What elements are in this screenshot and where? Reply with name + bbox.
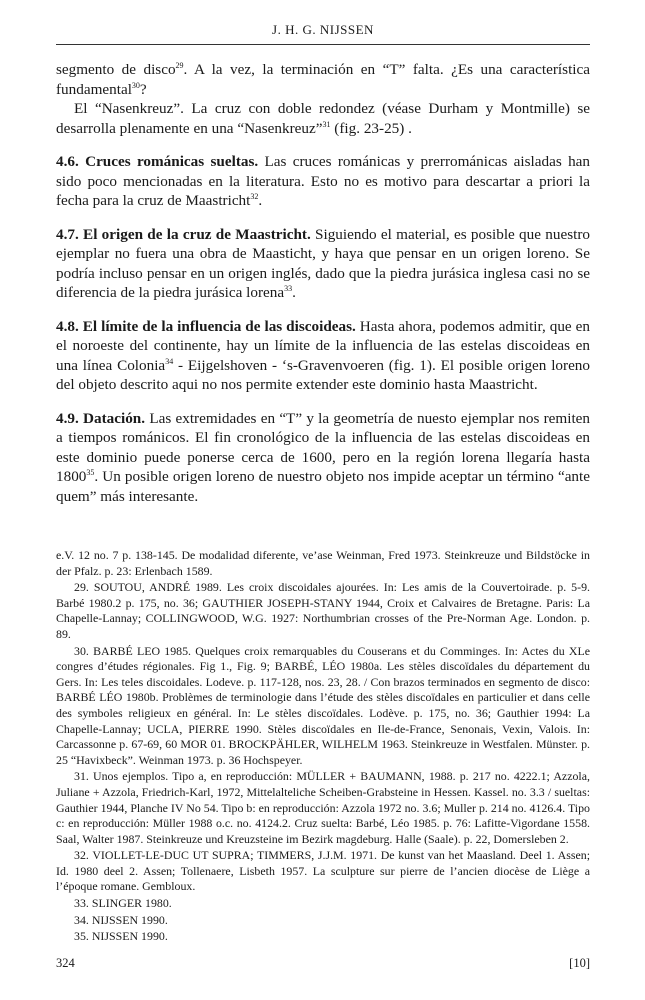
footnote-33: 33. SLINGER 1980. xyxy=(74,896,172,911)
section-heading: 4.8. El límite de la influencia de las discoideas. xyxy=(56,317,356,335)
footnote-29: 29. SOUTOU, ANDRÉ 1989. Les croix discoidales ajourées. In: Les amis de la Couvertoirade. p. 5-9. Barbé 1980.2 p. 175, no. 36; GAUTHIER JOSEPH-STANY 1944, Croix et Calvaires de Bretagne. Paris: La Chapelle-Lannay; COLLINGWOOD, W.G. 1927: Northumbrian crosses of the Pre-Norman Age. London. p. 89. xyxy=(56,580,590,641)
section-heading: 4.9. Datación. xyxy=(56,409,146,427)
section-heading: 4.6. Cruces románicas sueltas. xyxy=(56,153,259,170)
page-footer xyxy=(56,956,590,971)
section-4-7: 4.7. El origen de la cruz de Maastricht. Siguiendo el material, es posible que nuestro ejemplar no fuera una obra de Maasticht, y haya que pensar en un origen loreno. Se podría incluso pensar en un origen inglés, dado que la piedra jurásica inglesa casi no se diferencia de la piedra jurásica lorena$^{33}$. xyxy=(56,225,590,301)
section-4-6: 4.6. Cruces románicas sueltas. Las cruces románicas y prerrománicas aisladas han sido poco mencionadas en la literatura. Esto no es motivo para descartar a priori la fecha para la cruz de Maastricht$^{32}$. xyxy=(56,153,590,209)
footnotes xyxy=(56,548,590,946)
section-heading: 4.7. El origen de la cruz de Maastricht. xyxy=(56,225,311,243)
paragraph-1: segmento de disco$^{29}$. A la vez, la terminación en “T” falta. ¿Es una característica fundamental$^{30}$? xyxy=(56,61,590,98)
footnote-ref: 33 xyxy=(284,284,293,293)
footnote-34: 34. NIJSSEN 1990. xyxy=(74,912,168,927)
footnote-32: 32. VIOLLET-LE-DUC UT SUPRA; TIMMERS, J.J.M. 1971. De kunst van het Maasland. Deel 1. Assen; Id. 1980 deel 2. Assen; Tollenaere, Lisbeth 1957. La sculpture sur pierre de l’ancien diocèse de Liège a l’époque romane. Gembloux. xyxy=(56,848,590,894)
paragraph-2: El “Nasenkreuz”. La cruz con doble redondez (véase Durham y Montmille) se desarrolla plenamente en una “Nasenkreuz”$^{31}$ (fig. 23-25) . xyxy=(56,100,590,137)
footnote-ref: 30 xyxy=(131,80,140,90)
running-title: J. H. G. NIJSSEN xyxy=(272,22,374,37)
section-4-9: 4.9. Datación. Las extremidades en “T” y la geometría de nuesto ejemplar nos remiten a tiempos románicos. El fin cronológico de la influencia de las estelas discoideas en este dominio puede ponerse cerca de 1600, pero en la región lorena llegaría hasta 1800$^{35}$. Un posible origen loreno de nuestro objeto nos impide aceptar un término “ante quem” más interesante. xyxy=(56,409,591,505)
footnote-ref: 35 xyxy=(86,468,95,477)
footnote-30: 30. BARBÉ LEO 1985. Quelques croix remarquables du Couserans et du Comminges. In: Actes du XLe congres d’études régionales. Fig 1., Fig. 9; BARBÉ, LÉO 1980a. Les stèles discoïdales du département du Gers. In: Les teles discoidales. Lodeve. p. 117-128, nos. 23, 28. / Con brazos terminados en segmento de disco: BARBÉ LÉO 1980b. Problèmes de terminologie dans l’étude des stèles discoïdales en particulier et dans celle des symboles religieux en général. In: Le stèles discoïdales. Lodève. p. 175, no. 36; Gauthier 1994: La Chapelle-Lannay; UCLA, PIERRE 1990. Stèles discoïdales en Ile-de-France, Senonais, Vexin, Valois. In: Carcassonne p. 67-69, 60 MOR 01. BROCKPÄHLER, WILHELM 1963. Steinkreuze in Westfalen. Münster. p. 25 “Havixbeck”. Weinman 1973. p. 36 Hochspeyer. xyxy=(56,643,590,767)
footnote-ref: 34 xyxy=(165,356,174,366)
footnote-ref: 31 xyxy=(322,119,331,129)
footnote-ref: 32 xyxy=(250,192,259,201)
footnote-31: 31. Unos ejemplos. Tipo a, en reproducción: MÜLLER + BAUMANN, 1988. p. 217 no. 4222.1; Azzola, Juliane + Azzola, Friedrich-Karl, 1972, Mittelalteliche Scheiben-Grabsteine in Hessen. Kassel. no. 3.3 / sueltas: Gauthier 1944, Planche IV No 54. Tipo b: en reproducción: Azzola 1972 no. 3.6; Muller p. 214 no. 4126.4. Tipo c: en reproducción: Müller 1988 o.c. no. 4124.2. Cruz suelta: Barbé, Léo 1985. p. 76: Lafitte-Vigordane 1558. Saal, Walter 1987. Steinkreuze und Kreuzsteine im Bezirk magdeburg. Halle (Saale). p. 22, Domersleben 2. xyxy=(56,769,590,846)
section-4-8: 4.8. El límite de la influencia de las discoideas. Hasta ahora, podemos admitir, que en el noroeste del continente, hay un límite de la influencia de las estelas discoideas en una línea Colonia$^{34}$ - Eijgelshoven - ‘s-Gravenvoeren (fig. 1). El posible origen loreno del objeto descrito aqui no nos permite extender este dominio hasta Maastricht. xyxy=(56,317,590,393)
footnote-continuation: e.V. 12 no. 7 p. 138-145. De modalidad diferente, ve’ase Weinman, Fred 1973. Steinkreuze und Bildstöcke in der Pfalz. p. 23: Erlenbach 1589. xyxy=(56,548,590,578)
footnote-ref: 29 xyxy=(175,61,184,70)
running-header xyxy=(56,22,590,45)
sheet-number: [10] xyxy=(569,956,590,970)
footnote-35: 35. NIJSSEN 1990. xyxy=(74,929,168,944)
page-number: 324 xyxy=(56,956,75,970)
main-text xyxy=(56,60,590,506)
